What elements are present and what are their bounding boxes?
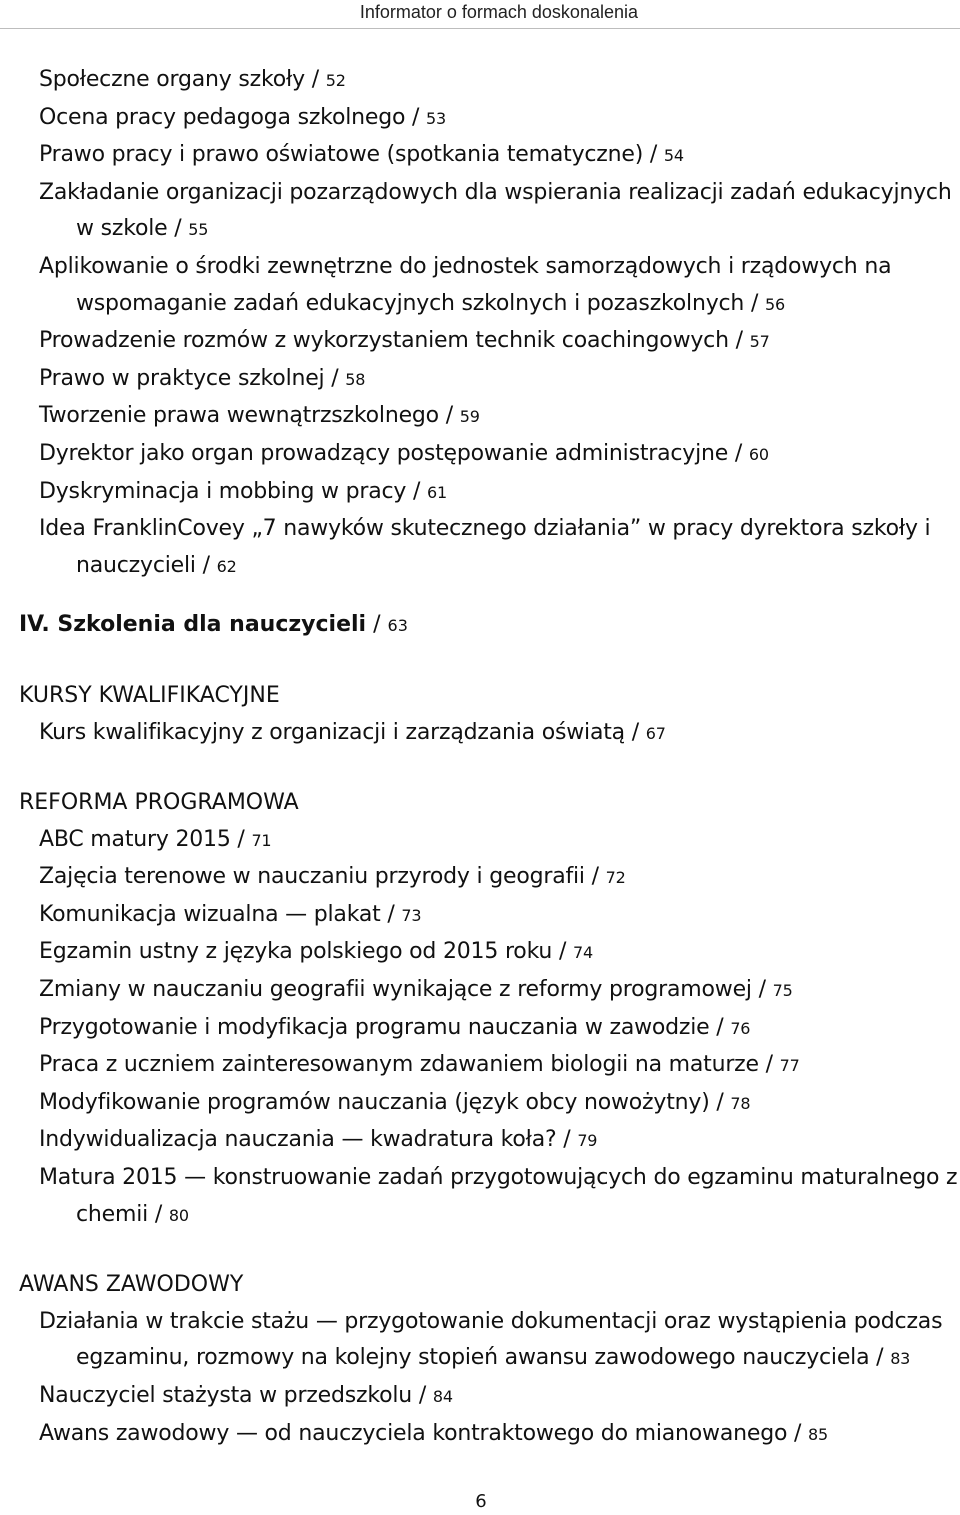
- toc-list-part3: [0, 62, 960, 585]
- toc-entry-page: 83: [890, 1349, 911, 1369]
- toc-entry-page: 57: [749, 332, 770, 352]
- toc-entry-page: 52: [325, 71, 346, 90]
- toc-entry-title: Dyskryminacja i mobbing w pracy: [39, 478, 407, 504]
- toc-entry-page: 59: [459, 407, 480, 427]
- toc-entry: [39, 398, 960, 436]
- header-title: Informator o formach doskonalenia: [359, 2, 638, 22]
- toc-entry-title: Awans zawodowy — od nauczyciela kontraktowego do mianowanego: [39, 1420, 788, 1446]
- toc-entry-title: Aplikowanie o środki zewnętrzne do jednostek samorządowych i rządowych na wspomaganie zadań edukacyjnych szkolnych i pozaszkolnych: [39, 253, 892, 316]
- toc-entry-page: 56: [764, 294, 785, 314]
- toc-separator: /: [230, 826, 252, 852]
- toc-entry: [39, 934, 960, 972]
- toc-entry-title: Ocena pracy pedagoga szkolnego: [39, 104, 406, 130]
- toc-entry-page: 76: [730, 1018, 751, 1038]
- toc-entry: [39, 511, 960, 585]
- toc-entry-page: 75: [772, 981, 793, 1001]
- toc-separator: /: [167, 216, 189, 242]
- toc-separator: /: [728, 440, 749, 466]
- toc-entry: [39, 62, 960, 100]
- toc-entry: [39, 100, 960, 138]
- toc-entry-title: Dyrektor jako organ prowadzący postępowanie administracyjne: [39, 440, 729, 466]
- toc-entry-title: Prowadzenie rozmów z wykorzystaniem technik coachingowych: [39, 328, 729, 354]
- toc-entry: [39, 474, 960, 512]
- toc-entry-page: 53: [426, 108, 446, 128]
- toc-entry-title: Kurs kwalifikacyjny z organizacji i zarządzania oświatą: [39, 719, 625, 745]
- toc-separator: /: [624, 719, 646, 745]
- toc-separator: /: [405, 104, 427, 130]
- toc-entry: [39, 137, 960, 175]
- category-heading-awans: AWANS ZAWODOWY: [19, 1272, 244, 1298]
- toc-entry-title: Modyfikowanie programów nauczania (język obcy nowożytny): [39, 1089, 710, 1115]
- toc-entry-title: Praca z uczniem zainteresowanym zdawaniem biologii na maturze: [39, 1052, 759, 1078]
- toc-content: [0, 62, 960, 1453]
- toc-entry-title: Komunikacja wizualna — plakat: [39, 901, 381, 927]
- toc-entry-title: Tworzenie prawa wewnątrzszkolnego: [39, 403, 439, 429]
- toc-entry: [39, 859, 960, 897]
- toc-separator: /: [438, 403, 460, 429]
- toc-separator: /: [412, 1383, 433, 1408]
- part-title: IV. Szkolenia dla nauczycieli: [19, 612, 367, 638]
- toc-entry: [39, 436, 960, 474]
- toc-entry-title: Zakładanie organizacji pozarządowych dla wspierania realizacji zadań edukacyjnych w szkole: [39, 179, 952, 242]
- toc-entry-page: 60: [748, 444, 769, 464]
- toc-entry-title: Przygotowanie i modyfikacja programu nauczania w zawodzie: [39, 1014, 710, 1040]
- toc-entry: [39, 897, 960, 935]
- toc-separator: /: [324, 365, 346, 391]
- toc-entry-title: Działania w trakcie stażu — przygotowanie dokumentacji oraz wystąpienia podczas egzaminu, rozmowy na kolejny stopień awansu zawodowego nauczyciela: [39, 1308, 943, 1371]
- toc-entry: [39, 715, 960, 753]
- toc-entry: [39, 1304, 960, 1378]
- toc-separator: /: [195, 552, 217, 578]
- toc-entry: [39, 323, 960, 361]
- toc-entry-title: Idea FranklinCovey „7 nawyków skutecznego działania” w pracy dyrektora szkoły i nauczycieli: [39, 516, 931, 578]
- toc-entry-page: 80: [168, 1205, 189, 1225]
- toc-entry-title: Nauczyciel stażysta w przedszkolu: [39, 1383, 413, 1408]
- running-header: [0, 0, 960, 29]
- toc-entry: [39, 249, 960, 323]
- toc-entry: [39, 1122, 960, 1160]
- toc-entry-title: ABC matury 2015: [39, 826, 231, 852]
- toc-separator: /: [751, 977, 773, 1003]
- toc-separator: /: [148, 1201, 169, 1227]
- toc-separator: /: [556, 1127, 578, 1153]
- toc-separator: /: [787, 1420, 809, 1446]
- toc-list-awans: [0, 1304, 960, 1453]
- toc-entry-title: Zmiany w nauczaniu geografii wynikające z reformy programowej: [39, 977, 752, 1003]
- toc-entry: [39, 361, 960, 399]
- toc-separator: /: [584, 864, 606, 890]
- toc-entry-page: 73: [401, 905, 422, 925]
- toc-separator: /: [709, 1014, 731, 1040]
- part-heading: IV. Szkolenia dla nauczycieli / 63: [19, 612, 408, 638]
- toc-separator: /: [709, 1089, 731, 1115]
- toc-entry-title: Egzamin ustny z języka polskiego od 2015 roku: [39, 939, 553, 965]
- toc-list-kursy: [0, 715, 960, 753]
- toc-separator: /: [869, 1345, 891, 1371]
- toc-entry-title: Prawo w praktyce szkolnej: [39, 365, 325, 391]
- toc-entry-page: 84: [432, 1387, 453, 1406]
- part-page: 63: [387, 616, 408, 636]
- toc-entry-page: 85: [808, 1424, 829, 1444]
- toc-entry: [39, 1416, 960, 1454]
- toc-separator: /: [552, 939, 573, 965]
- toc-separator: /: [643, 142, 664, 168]
- toc-entry-page: 58: [345, 369, 366, 389]
- toc-entry-page: 74: [573, 943, 593, 963]
- toc-entry-page: 62: [216, 556, 237, 576]
- toc-separator: /: [758, 1052, 780, 1078]
- toc-entry-title: Zajęcia terenowe w nauczaniu przyrody i geografii: [39, 864, 585, 890]
- toc-separator: /: [380, 901, 402, 927]
- toc-entry-title: Społeczne organy szkoły: [39, 67, 305, 92]
- toc-entry: [39, 1010, 960, 1048]
- toc-entry-page: 78: [730, 1093, 751, 1113]
- toc-separator: /: [406, 478, 428, 504]
- toc-separator: /: [744, 290, 765, 316]
- toc-entry: [39, 1160, 960, 1234]
- toc-entry: [39, 822, 960, 860]
- toc-entry-title: Indywidualizacja nauczania — kwadratura koła?: [39, 1127, 557, 1153]
- page-number: 6: [475, 1491, 487, 1512]
- toc-entry: [39, 1047, 960, 1085]
- toc-separator: /: [304, 67, 326, 92]
- toc-entry: [39, 1378, 960, 1416]
- toc-list-reforma: [0, 822, 960, 1235]
- toc-entry-page: 67: [645, 723, 666, 743]
- toc-entry-page: 71: [251, 830, 272, 850]
- toc-entry: [39, 175, 960, 249]
- toc-separator: /: [728, 328, 750, 354]
- toc-entry-page: 77: [779, 1056, 800, 1076]
- toc-entry-page: 79: [577, 1131, 598, 1151]
- toc-entry-title: Prawo pracy i prawo oświatowe (spotkania tematyczne): [39, 142, 644, 168]
- toc-entry-page: 61: [427, 482, 447, 502]
- toc-entry: [39, 972, 960, 1010]
- toc-entry-page: 72: [605, 868, 626, 888]
- toc-entry-page: 55: [188, 220, 209, 240]
- category-heading-reforma: REFORMA PROGRAMOWA: [19, 790, 299, 816]
- toc-entry-title: Matura 2015 — konstruowanie zadań przygotowujących do egzaminu maturalnego z chemii: [39, 1165, 958, 1227]
- toc-entry: [39, 1085, 960, 1123]
- toc-entry-page: 54: [663, 146, 684, 166]
- category-heading-kursy: KURSY KWALIFIKACYJNE: [19, 682, 280, 708]
